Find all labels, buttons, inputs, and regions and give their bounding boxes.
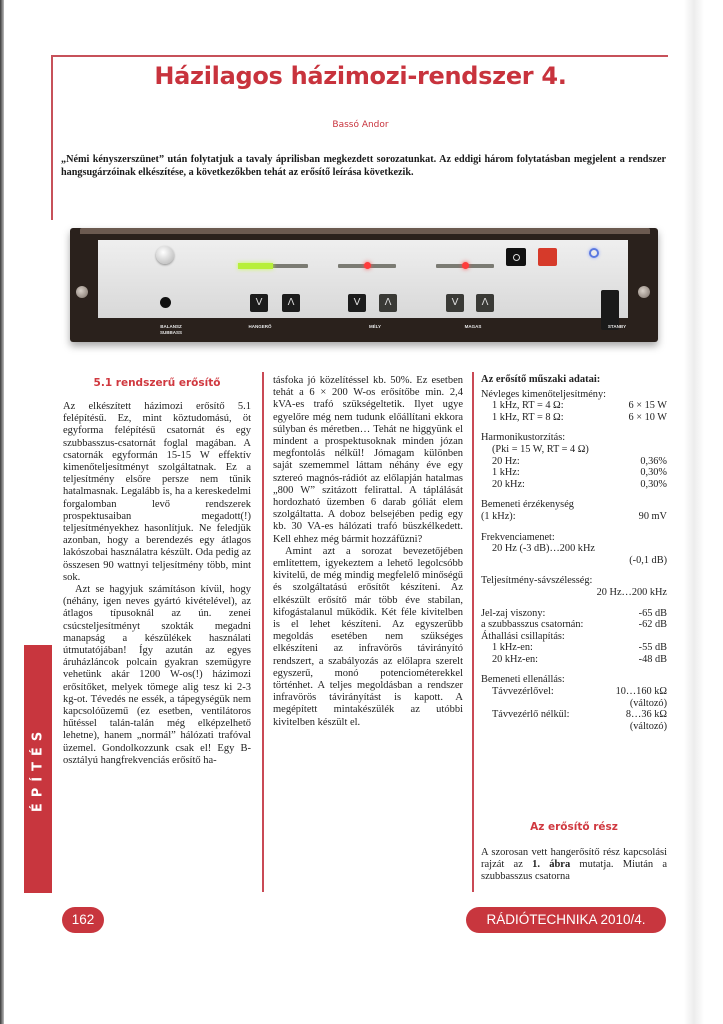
spec-row: Távvezérlővel: 10…160 kΩ: [492, 686, 667, 698]
spec-condition: (Pki = 15 W, RT = 4 Ω): [492, 443, 589, 455]
spec-row: 20 kHz-en: -48 dB: [492, 653, 667, 665]
spec-note: (változó): [629, 697, 667, 709]
spec-row: Jel-zaj viszony: -65 dB: [481, 607, 667, 619]
label-balance-subbass: BALANSZ SUBBASS: [159, 324, 182, 335]
page-gutter-shade: [684, 0, 704, 1024]
bass-level-bar: [338, 264, 396, 268]
label-standby: STANBY: [607, 324, 627, 329]
column-divider: [262, 372, 264, 892]
spec-row: Távvezérlő nélkül: 8…36 kΩ: [492, 709, 667, 721]
spec-row: a szubbasszus csatornán: -62 dB: [481, 619, 667, 631]
treble-down-key: V: [446, 294, 464, 312]
remote-button: [506, 248, 526, 266]
header-frame-top-rule: [51, 55, 668, 57]
section-tab: [24, 645, 52, 893]
label-treble: MAGAS: [464, 324, 482, 329]
amplifier-photo: [70, 228, 662, 346]
balance-knob: [156, 246, 174, 264]
volume-level-bar: [238, 264, 308, 268]
spec-label: Bemeneti érzékenység: [481, 499, 574, 511]
label-bass: MÉLY: [368, 324, 382, 329]
spec-row: 1 kHz, RT = 8 Ω: 6 × 10 W: [492, 411, 667, 423]
section-heading-amplifier-part: Az erősítő rész: [530, 821, 618, 833]
page-edge-shadow: [0, 0, 4, 1024]
ir-receiver-hole: [160, 297, 171, 308]
treble-level-indicator: [462, 262, 469, 269]
spec-value: 20 Hz (-3 dB)…200 kHz: [492, 543, 595, 555]
spec-row: 20 kHz: 0,30%: [492, 478, 667, 490]
spec-row: 1 kHz, RT = 4 Ω: 6 × 15 W: [492, 400, 667, 412]
spec-box: [481, 374, 667, 732]
spec-label: Névleges kimenőteljesítmény:: [481, 388, 606, 400]
volume-level-fill: [238, 263, 273, 269]
section-tab-label: ÉPÍTÉS: [30, 725, 46, 813]
section-heading-51-amplifier: 5.1 rendszerű erősítő: [93, 377, 221, 389]
spec-row: 20 Hz: 0,36%: [492, 455, 667, 467]
spec-label: Bemeneti ellenállás:: [481, 674, 565, 686]
page-number: 162: [62, 907, 104, 933]
spec-row: (1 kHz): 90 mV: [481, 510, 667, 522]
spec-row: 1 kHz-en: -55 dB: [492, 642, 667, 654]
bass-level-indicator: [364, 262, 371, 269]
spec-row: 1 kHz: 0,30%: [492, 467, 667, 479]
spec-note: (változó): [629, 720, 667, 732]
bass-up-key: Λ: [379, 294, 397, 312]
amplifier-front-panel: [98, 240, 628, 318]
power-led: [589, 248, 599, 258]
screw-left: [76, 286, 88, 298]
column-divider: [472, 372, 474, 892]
figure-reference: 1. ábra: [532, 859, 571, 871]
paragraph: Azt se hagyjuk számításon kívül, hogy (néhány, igen neves gyártó kivételével), az átlagos típusoknál az ún. zenei csúcsteljesítményt szokták megadni manapság a készülékek használati útmutatójában! Így azután az egyes áruházláncok polcain gyakran szemügyre vehetünk akár 1200 W-os(!) házimozi erősítőket, melyek tömege alig tesz ki 2-3 kg-ot. Tévedés ne essék, a tápegységük nem kapcsolóüzemű (ez esetben, ventilátoros hűtéssel talán-talán még elképzelhető lehetne), hanem „normál” hálózati trafóval üzemel. Gondolkozzunk csak el! Egy B-osztályú hangfrekvenciás erősítő ha-: [63, 584, 251, 766]
spec-label: Frekvenciamenet:: [481, 531, 555, 543]
spec-title: Az erősítő műszaki adatai:: [481, 374, 601, 385]
screw-right: [638, 286, 650, 298]
article-lead: „Némi kényszerszünet” után folytatjuk a tavaly áprilisban megkezdett sorozatunkat. Az eddigi három folytatásban megjelent a rendszer hangsugárzóinak elkészítése, a következőkben tehát az erősítő leírása következik.: [61, 154, 666, 178]
label-volume: HANGERŐ: [248, 324, 272, 329]
volume-down-key: V: [250, 294, 268, 312]
column-1-text: [63, 401, 251, 767]
volume-up-key: Λ: [282, 294, 300, 312]
standby-red-button: [538, 248, 557, 266]
column-2-text: [273, 375, 463, 729]
amplifier-case: [70, 228, 658, 342]
magazine-issue: RÁDIÓTECHNIKA 2010/4.: [466, 907, 666, 933]
column-3-text: [481, 847, 667, 884]
spec-label: Áthallási csillapítás:: [481, 630, 565, 642]
spec-value: (-0,1 dB): [629, 554, 667, 566]
paragraph: Amint azt a sorozat bevezetőjében említettem, igyekeztem a lehető legolcsóbb kivitelű, de még mindig megfelelő minőségű és szolgáltatású erősítőt készíteni. Az elkészült erősítő már több éve stabilan, kifogástalanul működik. Két féle kivitelben is el lehet készíteni. Az egyszerűbb megoldás esetében nem szükséges elkészíteni az infravörös távirányító rendszert, a szabályozás az előlapra szerelt egyszerű, monó potenciométerekkel történhet. A teljes megoldásban a rendszer infravörös távirányítást is kapott. A megépített mintakészülék az utóbbi kivitelben készült el.: [273, 545, 463, 728]
article-title: Házilagos házimozi-rendszer 4.: [154, 62, 567, 90]
treble-level-bar: [436, 264, 494, 268]
spec-value: 20 Hz…200 kHz: [596, 586, 667, 598]
spec-label: Harmonikustorzítás:: [481, 432, 566, 444]
treble-up-key: Λ: [476, 294, 494, 312]
paragraph: A szorosan vett hangerősítő rész kapcsolási rajzát az 1. ábra mutatja. Miután a szubbasszus csatorna: [481, 847, 667, 883]
paragraph: tásfoka jó közelítéssel kb. 50%. Ez esetben tehát a 6 × 200 W-os erősítőbe min. 2,4 kVA-es trafó szükségeltetik. Ilyet ugye egyelőre még nem tudunk előállítani ekkora súlyban és méretben… Tehát ne higgyünk el mindent a prospektusoknak minden józan megfontolás nélkül! Jómagam különben saját szememmel láttam néhány éve egy sztereó magnós-rádiót az előlapján hatalmas „800 W” szitázott felirattal. A táplálását hordozható üzemben 6 darab góliát elem szolgáltatta. A doboz belsejében pedig egy kb. 30 VA-es hálózati trafó büszkélkedett. Kell ehhez még bármit hozzáfűzni?: [273, 375, 463, 545]
article-author: Bassó Andor: [332, 120, 389, 130]
spec-label: Teljesítmény-sávszélesség:: [481, 575, 593, 587]
paragraph: Az elkészített házimozi erősítő 5.1 felépítésű. Ez, mint köztudomású, öt egyforma felépítésű csatornát és egy szubbasszus-csatornát foglal magában. A csatornák egyformán 15-15 W effektív kimenőteljesítményt szolgáltatnak. Ez a teljesítmény elsőre persze nem tűnik hatalmasnak. Legalább is, ha a kereskedelmi forgalomban levő rendszerek prospektusaiban megadott(!) teljesítményekhez hasonlítjuk. Ne feledjük azonban, hogy a berendezés egy átlagos lakószobai használatra készült. Oda pedig az összesen 90 wattnyi teljesítmény több, mint sok.: [63, 401, 251, 583]
bass-down-key: V: [348, 294, 366, 312]
